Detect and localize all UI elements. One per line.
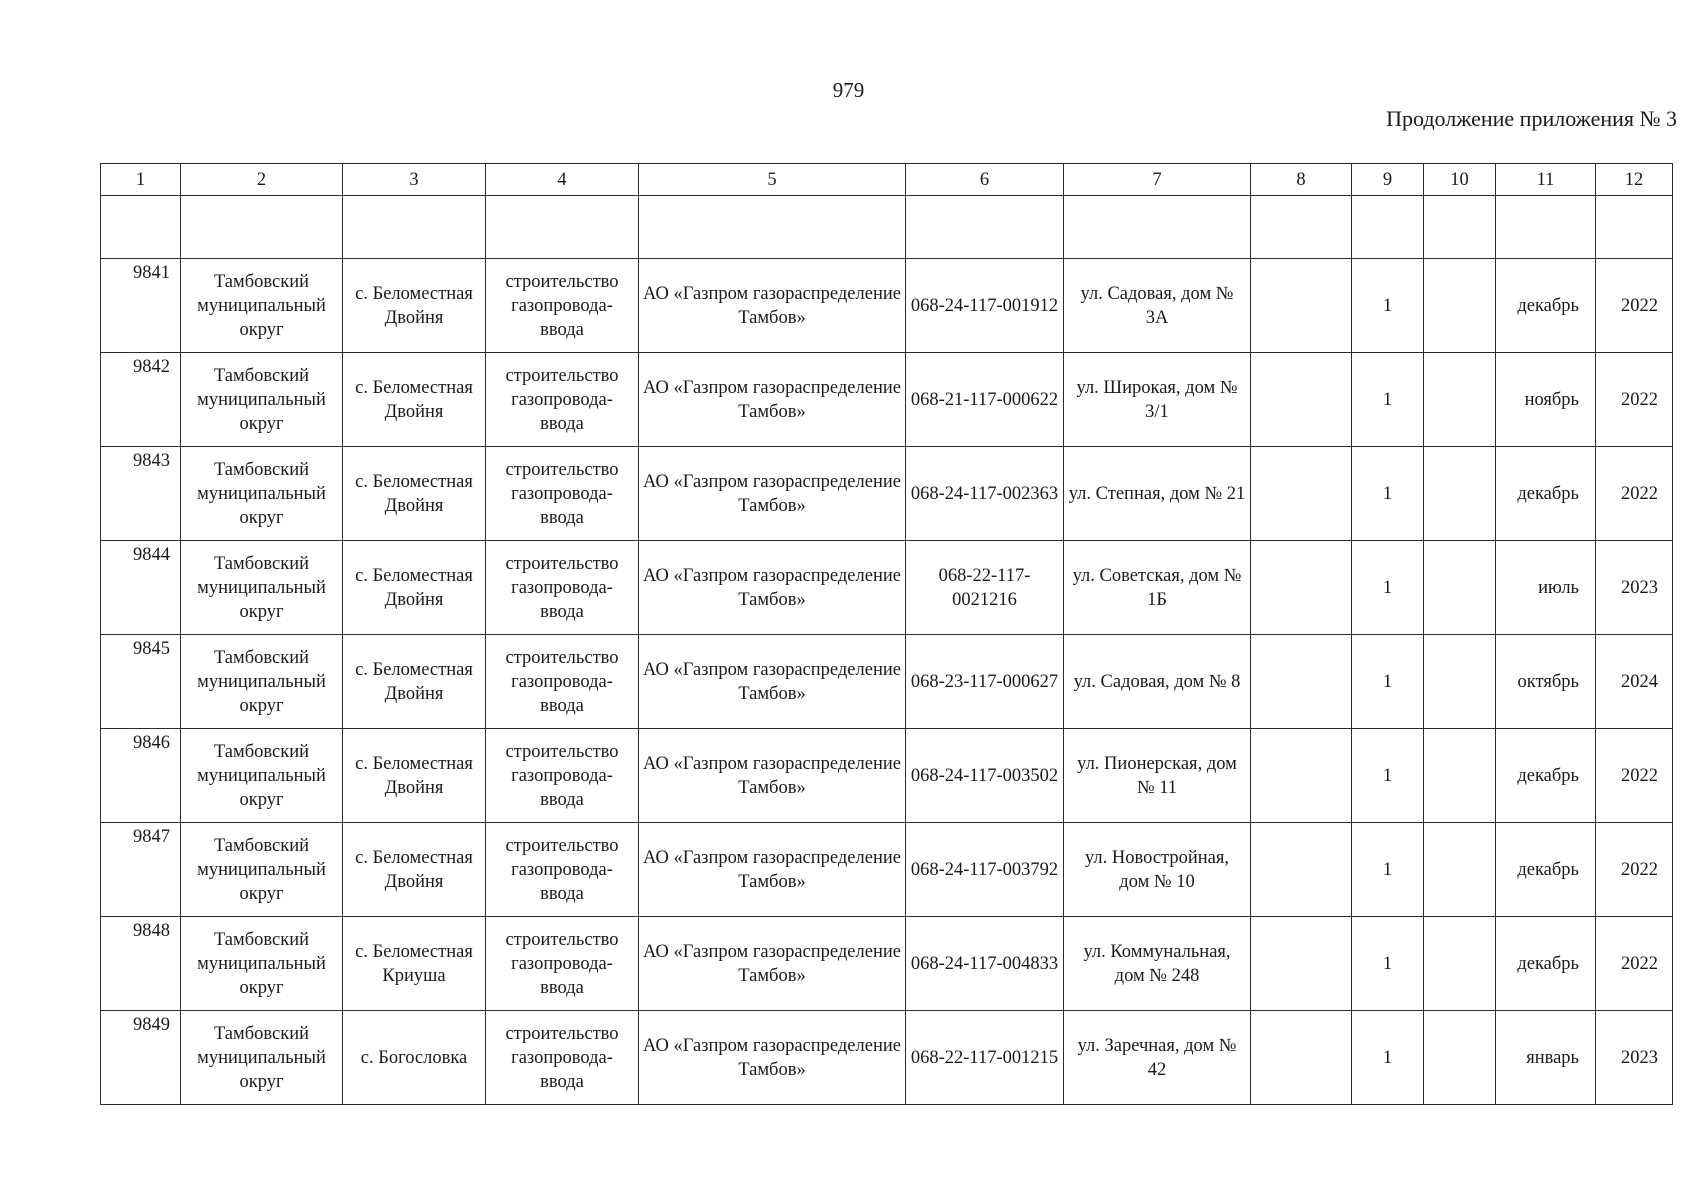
column-header: 4: [486, 164, 639, 196]
table-cell: [1496, 196, 1596, 259]
column-header: 11: [1496, 164, 1596, 196]
column-8-cell: [1251, 1011, 1352, 1105]
column-10-cell: [1424, 447, 1496, 541]
work-type-cell: строительство газопровода-ввода: [486, 259, 639, 353]
appendix-continuation-note: Продолжение приложения № 3: [1386, 106, 1677, 131]
month-cell: ноябрь: [1496, 353, 1596, 447]
address-cell: ул. Советская, дом № 1Б: [1064, 541, 1251, 635]
object-code-cell: 068-24-117-003502: [906, 729, 1064, 823]
column-header: 3: [343, 164, 486, 196]
column-8-cell: [1251, 447, 1352, 541]
object-code-cell: 068-24-117-002363: [906, 447, 1064, 541]
column-10-cell: [1424, 353, 1496, 447]
column-10-cell: [1424, 917, 1496, 1011]
year-cell: 2023: [1596, 541, 1673, 635]
address-cell: ул. Новостройная, дом № 10: [1064, 823, 1251, 917]
column-10-cell: [1424, 1011, 1496, 1105]
organization-cell: АО «Газпром газораспределение Тамбов»: [639, 259, 906, 353]
blank-row: [101, 196, 1673, 259]
table-row: [101, 1011, 1673, 1105]
row-number-cell: 9841: [101, 259, 181, 353]
address-cell: ул. Садовая, дом № 8: [1064, 635, 1251, 729]
table-cell: [486, 196, 639, 259]
month-cell: октябрь: [1496, 635, 1596, 729]
organization-cell: АО «Газпром газораспределение Тамбов»: [639, 729, 906, 823]
column-8-cell: [1251, 917, 1352, 1011]
object-code-cell: 068-24-117-004833: [906, 917, 1064, 1011]
work-type-cell: строительство газопровода-ввода: [486, 729, 639, 823]
column-8-cell: [1251, 259, 1352, 353]
column-header: 9: [1352, 164, 1424, 196]
work-type-cell: строительство газопровода-ввода: [486, 1011, 639, 1105]
row-number-cell: 9846: [101, 729, 181, 823]
appendix-table: [100, 163, 1673, 1105]
work-type-cell: строительство газопровода-ввода: [486, 541, 639, 635]
month-cell: январь: [1496, 1011, 1596, 1105]
column-header: 10: [1424, 164, 1496, 196]
work-type-cell: строительство газопровода-ввода: [486, 447, 639, 541]
month-cell: июль: [1496, 541, 1596, 635]
year-cell: 2022: [1596, 917, 1673, 1011]
column-8-cell: [1251, 729, 1352, 823]
quantity-cell: 1: [1352, 823, 1424, 917]
table-cell: [1251, 196, 1352, 259]
quantity-cell: 1: [1352, 917, 1424, 1011]
column-10-cell: [1424, 541, 1496, 635]
locality-cell: с. Беломестная Двойня: [343, 353, 486, 447]
district-cell: Тамбовский муниципальный округ: [181, 353, 343, 447]
column-header: 5: [639, 164, 906, 196]
organization-cell: АО «Газпром газораспределение Тамбов»: [639, 541, 906, 635]
table-cell: [101, 196, 181, 259]
page-number: 979: [832, 78, 865, 102]
column-header: 12: [1596, 164, 1673, 196]
table-cell: [1064, 196, 1251, 259]
locality-cell: с. Беломестная Двойня: [343, 541, 486, 635]
object-code-cell: 068-21-117-000622: [906, 353, 1064, 447]
table-row: [101, 635, 1673, 729]
table-cell: [343, 196, 486, 259]
table-row: [101, 259, 1673, 353]
object-code-cell: 068-22-117-001215: [906, 1011, 1064, 1105]
locality-cell: с. Беломестная Двойня: [343, 259, 486, 353]
organization-cell: АО «Газпром газораспределение Тамбов»: [639, 447, 906, 541]
quantity-cell: 1: [1352, 729, 1424, 823]
column-8-cell: [1251, 541, 1352, 635]
year-cell: 2022: [1596, 729, 1673, 823]
district-cell: Тамбовский муниципальный округ: [181, 823, 343, 917]
month-cell: декабрь: [1496, 259, 1596, 353]
address-cell: ул. Степная, дом № 21: [1064, 447, 1251, 541]
locality-cell: с. Беломестная Двойня: [343, 635, 486, 729]
year-cell: 2023: [1596, 1011, 1673, 1105]
column-10-cell: [1424, 259, 1496, 353]
district-cell: Тамбовский муниципальный округ: [181, 917, 343, 1011]
organization-cell: АО «Газпром газораспределение Тамбов»: [639, 823, 906, 917]
table-cell: [639, 196, 906, 259]
quantity-cell: 1: [1352, 259, 1424, 353]
work-type-cell: строительство газопровода-ввода: [486, 353, 639, 447]
object-code-cell: 068-22-117-0021216: [906, 541, 1064, 635]
table-cell: [181, 196, 343, 259]
district-cell: Тамбовский муниципальный округ: [181, 729, 343, 823]
organization-cell: АО «Газпром газораспределение Тамбов»: [639, 635, 906, 729]
quantity-cell: 1: [1352, 635, 1424, 729]
row-number-cell: 9848: [101, 917, 181, 1011]
row-number-cell: 9842: [101, 353, 181, 447]
month-cell: декабрь: [1496, 729, 1596, 823]
year-cell: 2022: [1596, 259, 1673, 353]
year-cell: 2022: [1596, 823, 1673, 917]
row-number-cell: 9843: [101, 447, 181, 541]
month-cell: декабрь: [1496, 447, 1596, 541]
table-row: [101, 541, 1673, 635]
column-header: 8: [1251, 164, 1352, 196]
organization-cell: АО «Газпром газораспределение Тамбов»: [639, 1011, 906, 1105]
work-type-cell: строительство газопровода-ввода: [486, 917, 639, 1011]
locality-cell: с. Беломестная Криуша: [343, 917, 486, 1011]
work-type-cell: строительство газопровода-ввода: [486, 635, 639, 729]
row-number-cell: 9844: [101, 541, 181, 635]
row-number-cell: 9849: [101, 1011, 181, 1105]
table-row: [101, 447, 1673, 541]
object-code-cell: 068-23-117-000627: [906, 635, 1064, 729]
district-cell: Тамбовский муниципальный округ: [181, 635, 343, 729]
district-cell: Тамбовский муниципальный округ: [181, 447, 343, 541]
district-cell: Тамбовский муниципальный округ: [181, 1011, 343, 1105]
column-header: 7: [1064, 164, 1251, 196]
table-row: [101, 917, 1673, 1011]
table-row: [101, 353, 1673, 447]
organization-cell: АО «Газпром газораспределение Тамбов»: [639, 353, 906, 447]
address-cell: ул. Заречная, дом № 42: [1064, 1011, 1251, 1105]
object-code-cell: 068-24-117-003792: [906, 823, 1064, 917]
quantity-cell: 1: [1352, 353, 1424, 447]
address-cell: ул. Пионерская, дом № 11: [1064, 729, 1251, 823]
locality-cell: с. Беломестная Двойня: [343, 447, 486, 541]
column-10-cell: [1424, 823, 1496, 917]
year-cell: 2022: [1596, 447, 1673, 541]
table-cell: [1596, 196, 1673, 259]
quantity-cell: 1: [1352, 1011, 1424, 1105]
year-cell: 2024: [1596, 635, 1673, 729]
column-8-cell: [1251, 353, 1352, 447]
table-cell: [1352, 196, 1424, 259]
column-header: 1: [101, 164, 181, 196]
column-10-cell: [1424, 729, 1496, 823]
column-10-cell: [1424, 635, 1496, 729]
locality-cell: с. Беломестная Двойня: [343, 729, 486, 823]
locality-cell: с. Богословка: [343, 1011, 486, 1105]
object-code-cell: 068-24-117-001912: [906, 259, 1064, 353]
work-type-cell: строительство газопровода-ввода: [486, 823, 639, 917]
address-cell: ул. Широкая, дом № 3/1: [1064, 353, 1251, 447]
table-cell: [1424, 196, 1496, 259]
quantity-cell: 1: [1352, 541, 1424, 635]
column-8-cell: [1251, 635, 1352, 729]
month-cell: декабрь: [1496, 917, 1596, 1011]
column-8-cell: [1251, 823, 1352, 917]
column-header: 6: [906, 164, 1064, 196]
table-row: [101, 823, 1673, 917]
organization-cell: АО «Газпром газораспределение Тамбов»: [639, 917, 906, 1011]
column-header: 2: [181, 164, 343, 196]
district-cell: Тамбовский муниципальный округ: [181, 541, 343, 635]
column-number-header-row: [101, 164, 1673, 196]
table-cell: [906, 196, 1064, 259]
year-cell: 2022: [1596, 353, 1673, 447]
table-row: [101, 729, 1673, 823]
address-cell: ул. Коммунальная, дом № 248: [1064, 917, 1251, 1011]
locality-cell: с. Беломестная Двойня: [343, 823, 486, 917]
row-number-cell: 9845: [101, 635, 181, 729]
quantity-cell: 1: [1352, 447, 1424, 541]
month-cell: декабрь: [1496, 823, 1596, 917]
address-cell: ул. Садовая, дом № 3А: [1064, 259, 1251, 353]
row-number-cell: 9847: [101, 823, 181, 917]
district-cell: Тамбовский муниципальный округ: [181, 259, 343, 353]
